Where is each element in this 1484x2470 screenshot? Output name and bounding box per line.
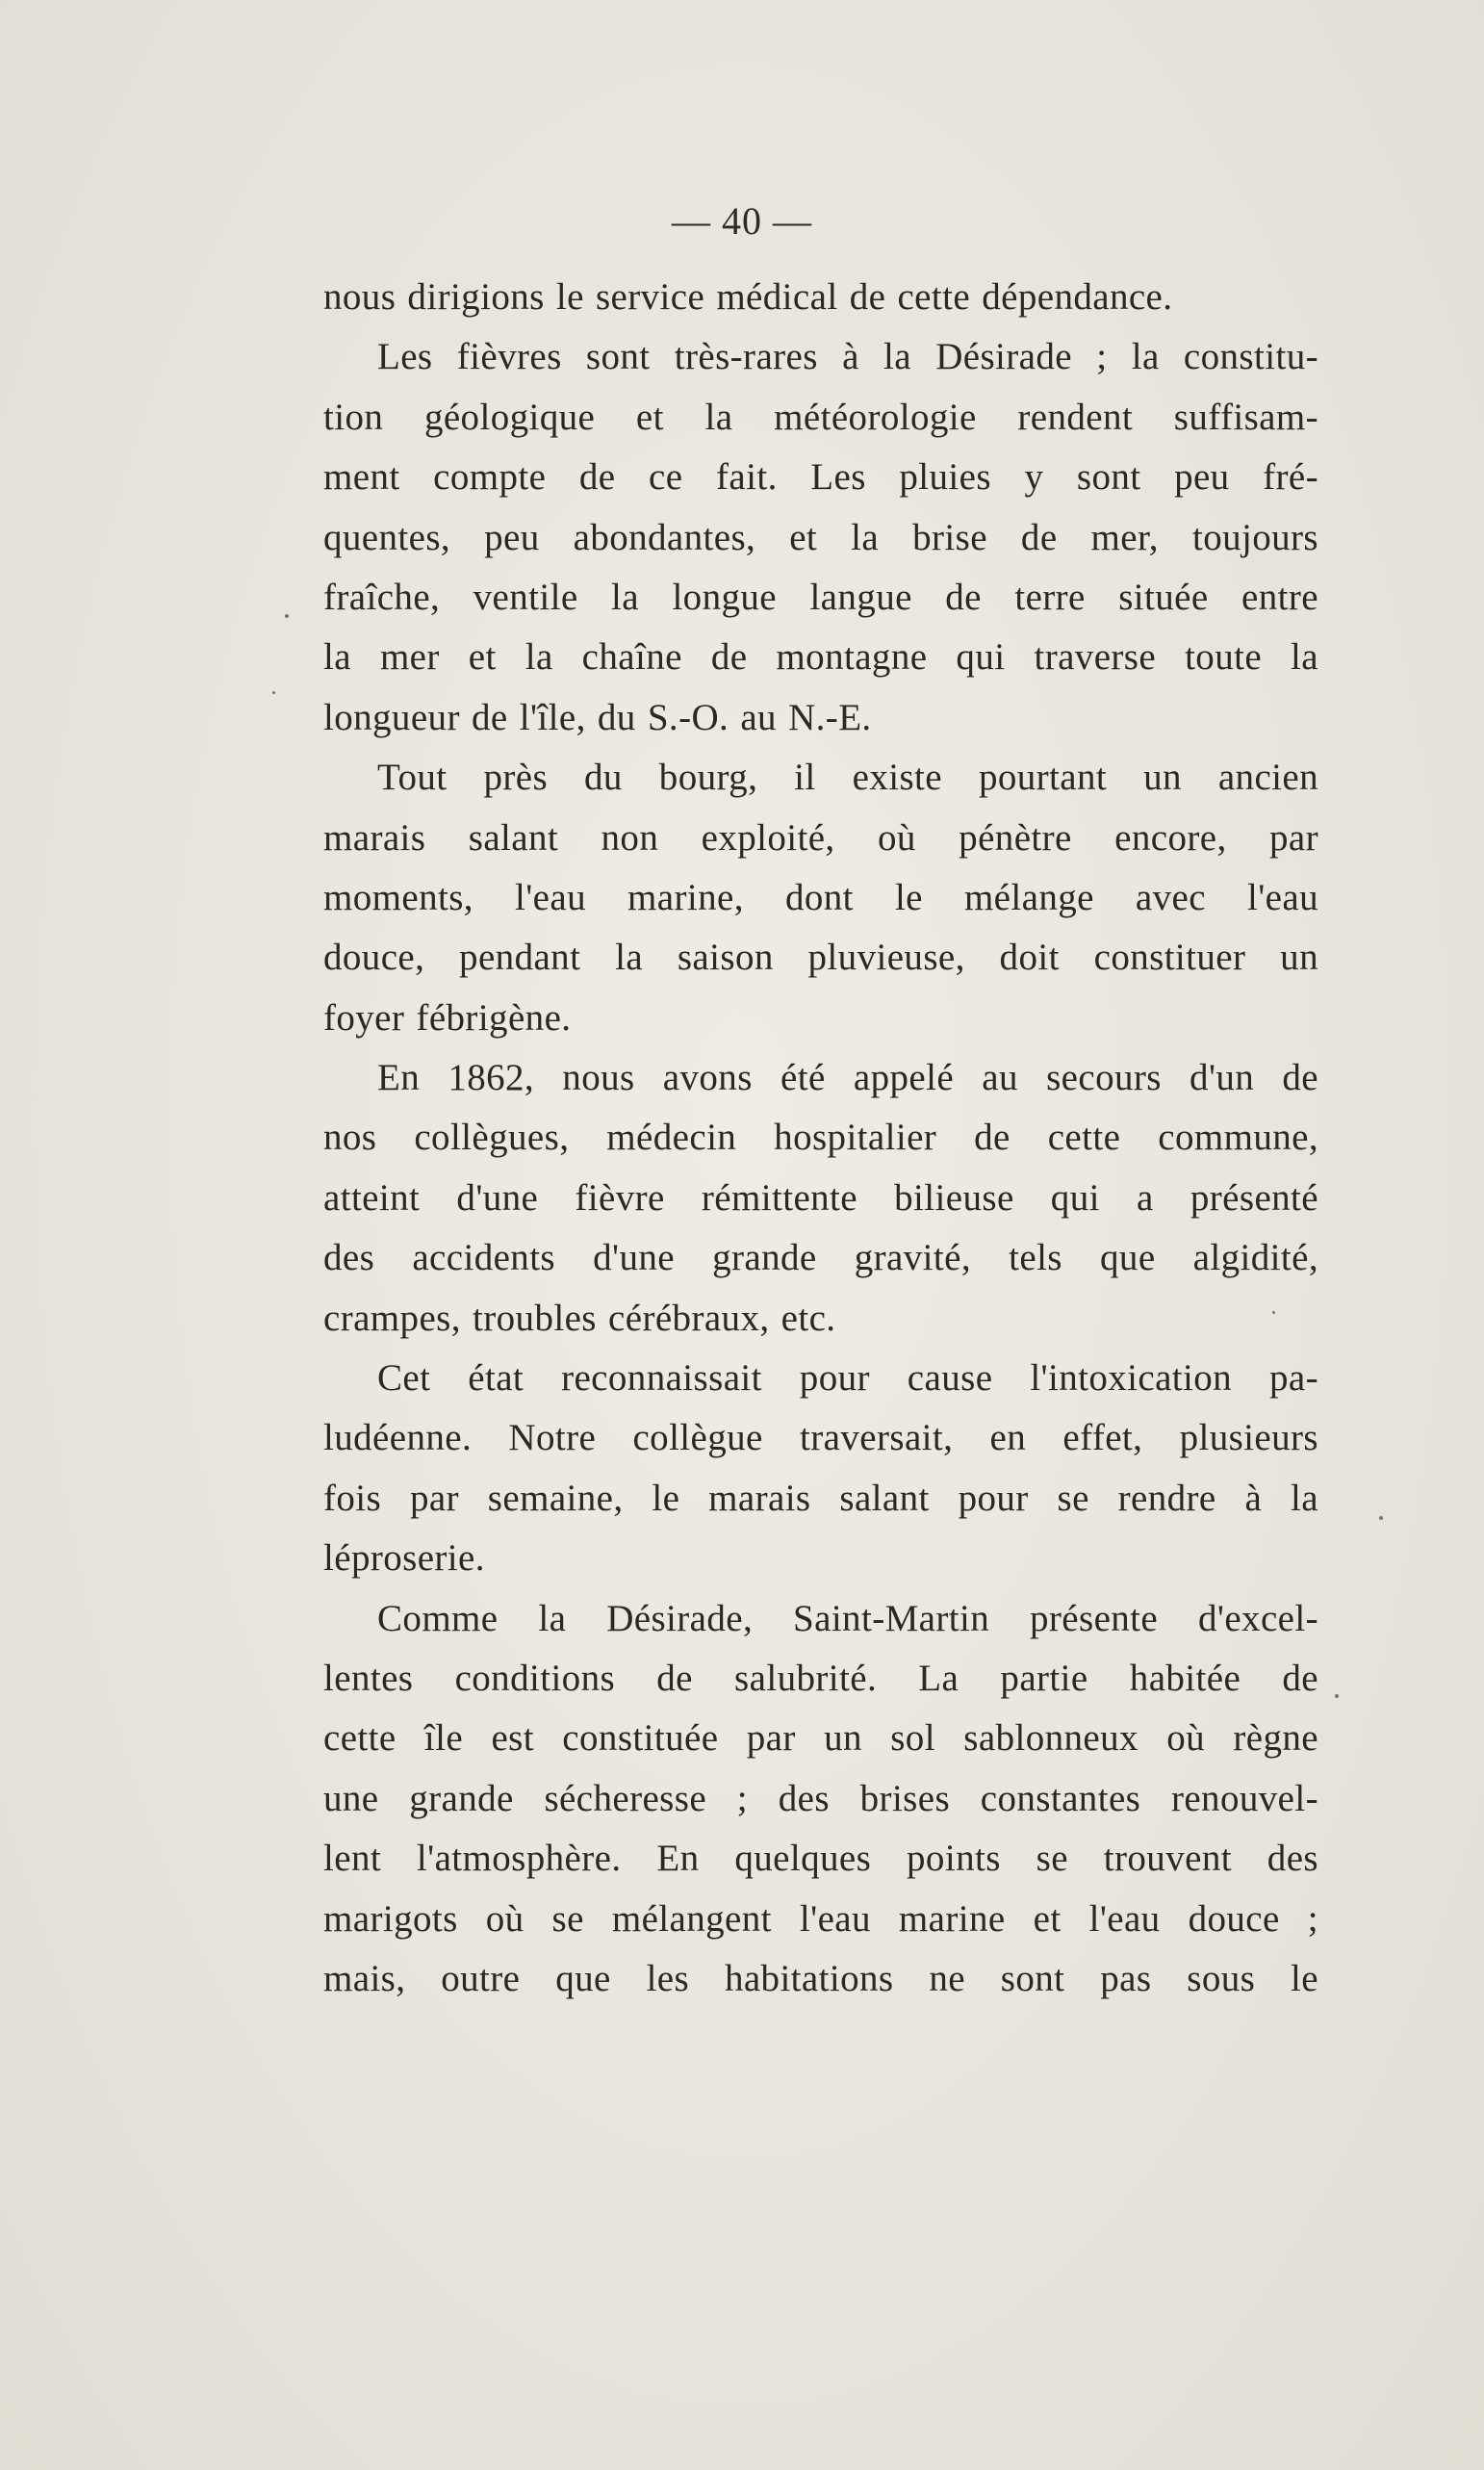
page-number: — 40 —	[672, 199, 812, 243]
text-line: léproserie.	[323, 1537, 485, 1580]
text-line: marigots où se mélangent l'eau marine et l'eau douce ;	[323, 1897, 1318, 1940]
ink-speck	[272, 691, 275, 694]
text-line: cette île est constituée par un sol sablonneux où règne	[323, 1717, 1318, 1760]
text-line: longueur de l'île, du S.-O. au N.-E.	[323, 696, 872, 738]
body-text	[323, 268, 1318, 2009]
text-line: fois par semaine, le marais salant pour se rendre à la	[323, 1477, 1318, 1519]
text-line: une grande sécheresse ; des brises constantes renouvel-	[323, 1777, 1318, 1819]
text-line: ludéenne. Notre collègue traversait, en effet, plusieurs	[323, 1417, 1318, 1459]
text-line: Comme la Désirade, Saint-Martin présente d'excel-	[377, 1597, 1318, 1639]
text-line: nos collègues, médecin hospitalier de cette commune,	[323, 1117, 1318, 1159]
text-line: quentes, peu abondantes, et la brise de mer, toujours	[323, 516, 1318, 558]
text-line: mais, outre que les habitations ne sont pas sous le	[323, 1957, 1318, 1999]
text-line: la mer et la chaîne de montagne qui traverse toute la	[323, 636, 1318, 679]
text-line: Les fièvres sont très-rares à la Désirade ; la constitu-	[377, 336, 1318, 378]
text-line: Cet état reconnaissait pour cause l'intoxication pa-	[377, 1357, 1318, 1400]
text-line: lent l'atmosphère. En quelques points se trouvent des	[323, 1838, 1318, 1880]
ink-speck	[1379, 1516, 1383, 1520]
text-line: tion géologique et la météorologie rendent suffisam-	[323, 396, 1318, 438]
ink-speck	[1335, 1694, 1339, 1698]
ink-speck	[1272, 1311, 1275, 1314]
text-line: marais salant non exploité, où pénètre encore, par	[323, 816, 1318, 859]
text-line: foyer fébrigène.	[323, 996, 572, 1039]
ink-speck	[285, 614, 289, 618]
text-line: crampes, troubles cérébraux, etc.	[323, 1297, 836, 1339]
text-line: Tout près du bourg, il existe pourtant un ancien	[377, 757, 1318, 799]
text-line: fraîche, ventile la longue langue de terre située entre	[323, 576, 1318, 618]
text-line: des accidents d'une grande gravité, tels que algidité,	[323, 1237, 1318, 1279]
text-line: atteint d'une fièvre rémittente bilieuse qui a présenté	[323, 1176, 1318, 1219]
text-line: nous dirigions le service médical de cette dépendance.	[323, 276, 1173, 318]
text-line: moments, l'eau marine, dont le mélange avec l'eau	[323, 876, 1318, 918]
text-line: En 1862, nous avons été appelé au secours d'un de	[377, 1057, 1318, 1099]
text-line: douce, pendant la saison pluvieuse, doit constituer un	[323, 937, 1318, 979]
text-line: ment compte de ce fait. Les pluies y sont peu fré-	[323, 456, 1318, 499]
text-line: lentes conditions de salubrité. La partie habitée de	[323, 1657, 1318, 1699]
